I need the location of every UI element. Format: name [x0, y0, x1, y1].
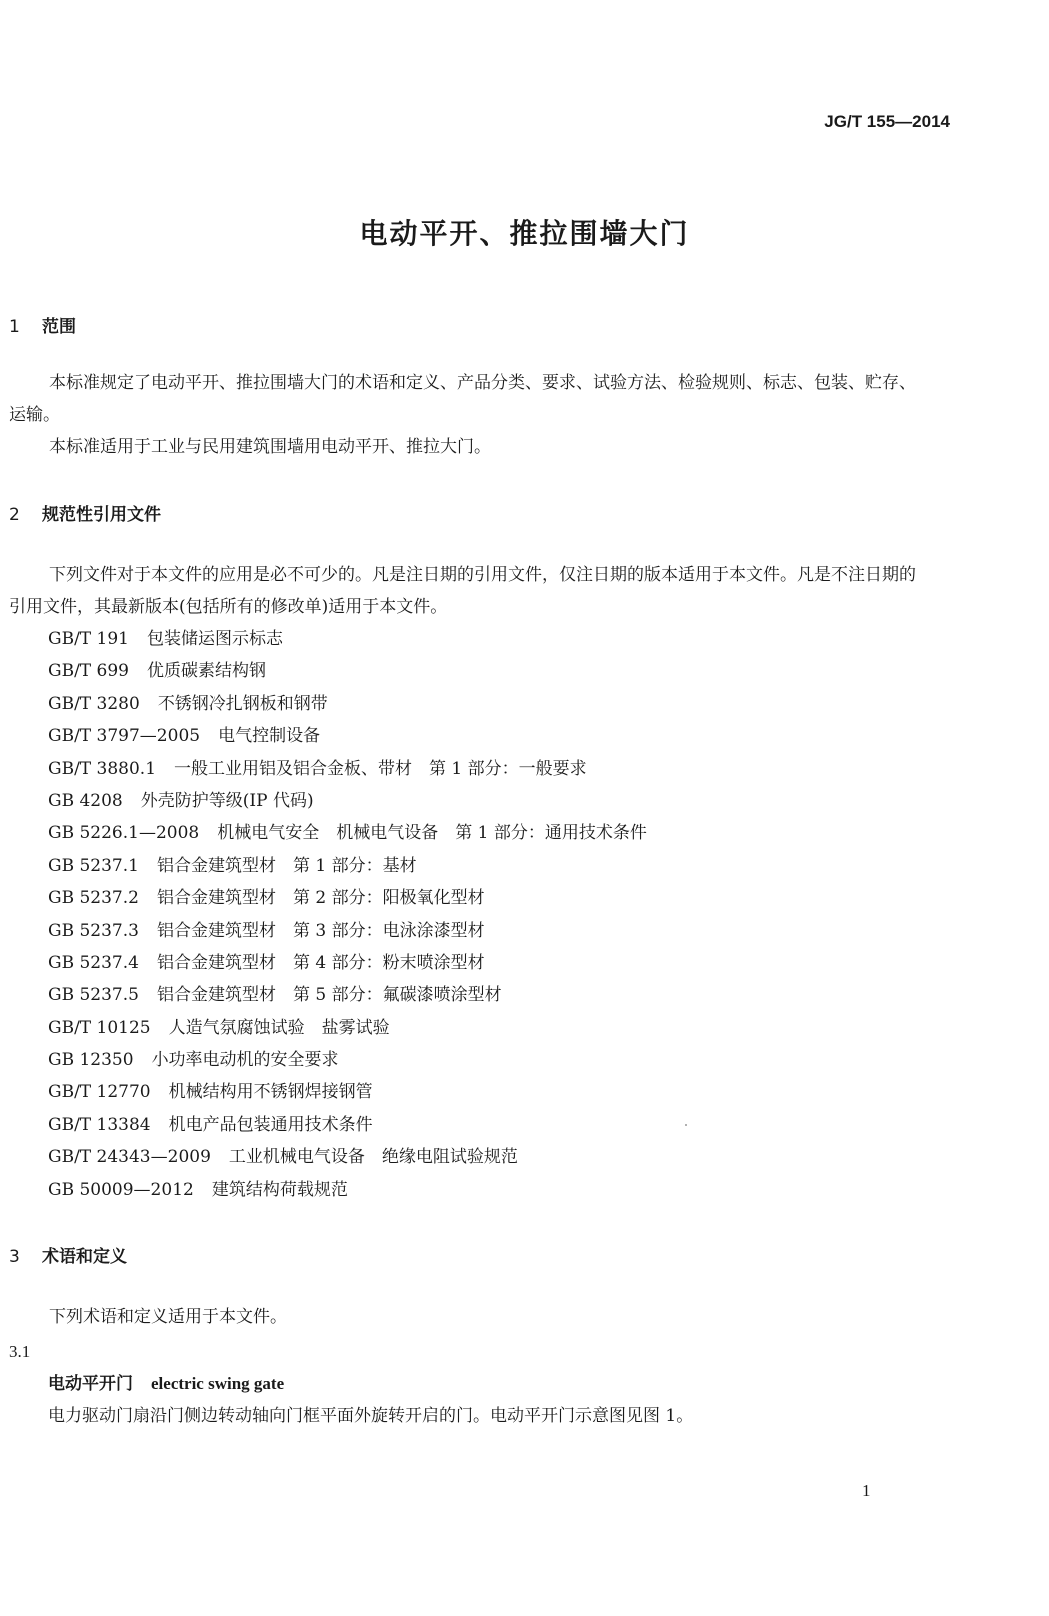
reference-title: 小功率电动机的安全要求	[151, 1050, 339, 1071]
reference-code: GB/T 191	[48, 629, 129, 649]
reference-title: 一般工业用铝及铝合金板、带材 第 1 部分：一般要求	[174, 758, 587, 779]
reference-title: 铝合金建筑型材 第 4 部分：粉末喷涂型材	[156, 952, 485, 973]
section-number: 1	[9, 317, 20, 337]
term-heading	[48, 1369, 284, 1394]
list-item	[48, 1044, 647, 1076]
reference-code: GB/T 10125	[48, 1017, 151, 1038]
reference-list	[48, 623, 647, 1206]
reference-title: 不锈钢冷扎钢板和钢带	[157, 693, 328, 714]
reference-title: 优质碳素结构钢	[147, 661, 266, 682]
terms-intro-text: 下列术语和定义适用于本文件。	[49, 1307, 287, 1327]
reference-title: 铝合金建筑型材 第 1 部分：基材	[156, 855, 417, 876]
list-item	[48, 1174, 647, 1206]
reference-code: GB/T 3880.1	[48, 758, 157, 779]
list-item	[48, 753, 647, 785]
standard-number: JG/T 155—2014	[824, 112, 950, 131]
scope-body	[9, 367, 929, 463]
term-chinese: 电动平开门	[48, 1374, 133, 1394]
scope-paragraph: 本标准规定了电动平开、推拉围墙大门的术语和定义、产品分类、要求、试验方法、检验规则、标志、包装、贮存、运输。	[9, 373, 916, 425]
list-item	[48, 947, 647, 979]
list-item	[48, 623, 647, 655]
terms-intro	[9, 1301, 929, 1333]
reference-code: GB/T 13384	[48, 1114, 151, 1135]
reference-title: 包装储运图示标志	[147, 629, 283, 649]
section-number: 3	[9, 1247, 20, 1267]
reference-code: GB 5226.1—2008	[48, 823, 200, 844]
list-item	[48, 817, 647, 849]
references-intro-text: 下列文件对于本文件的应用是必不可少的。凡是注日期的引用文件，仅注日期的版本适用于本文件。凡是不注日期的引用文件，其最新版本(包括所有的修改单)适用于本文件。	[9, 565, 916, 617]
list-item	[48, 850, 647, 882]
list-item	[48, 1141, 647, 1173]
section-title: 范围	[42, 317, 76, 337]
section-3-heading	[9, 1242, 127, 1267]
reference-title: 人造气氛腐蚀试验 盐雾试验	[168, 1017, 390, 1038]
section-1-heading	[9, 312, 76, 337]
list-item	[48, 655, 647, 687]
term-definition: 电力驱动门扇沿门侧边转动轴向门框平面外旋转开启的门。电动平开门示意图见图 1。	[48, 1406, 694, 1426]
section-2-heading	[9, 500, 161, 525]
reference-code: GB 5237.4	[48, 952, 139, 973]
reference-title: 机械结构用不锈钢焊接钢管	[168, 1082, 373, 1103]
reference-code: GB 5237.5	[48, 985, 139, 1006]
reference-title: 机械电气安全 机械电气设备 第 1 部分：通用技术条件	[217, 823, 647, 844]
list-item	[48, 1012, 647, 1044]
reference-code: GB 5237.3	[48, 920, 139, 941]
list-item	[48, 688, 647, 720]
reference-code: GB/T 24343—2009	[48, 1147, 211, 1168]
list-item	[48, 882, 647, 914]
reference-title: 工业机械电气设备 绝缘电阻试验规范	[228, 1147, 518, 1168]
reference-code: GB 5237.2	[48, 888, 139, 909]
reference-title: 机电产品包装通用技术条件	[168, 1114, 373, 1135]
reference-title: 铝合金建筑型材 第 2 部分：阳极氧化型材	[156, 888, 485, 909]
reference-code: GB/T 3280	[48, 693, 140, 714]
scan-speck	[685, 1124, 687, 1126]
section-title: 术语和定义	[42, 1247, 127, 1267]
term-number: 3.1	[9, 1342, 31, 1361]
references-intro	[9, 559, 929, 623]
document-title: 电动平开、推拉围墙大门	[359, 217, 690, 250]
list-item	[48, 720, 647, 752]
list-item	[48, 915, 647, 947]
reference-title: 外壳防护等级(IP 代码)	[140, 790, 314, 811]
reference-code: GB 12350	[48, 1050, 134, 1071]
reference-title: 电气控制设备	[218, 726, 321, 747]
section-title: 规范性引用文件	[42, 505, 161, 525]
reference-title: 铝合金建筑型材 第 5 部分：氟碳漆喷涂型材	[156, 985, 502, 1006]
reference-code: GB/T 12770	[48, 1082, 151, 1103]
section-number: 2	[9, 505, 20, 525]
list-item	[48, 1076, 647, 1108]
list-item	[48, 979, 647, 1011]
reference-code: GB 4208	[48, 790, 123, 811]
term-english: electric swing gate	[151, 1374, 285, 1393]
reference-code: GB/T 699	[48, 661, 129, 682]
reference-title: 建筑结构荷载规范	[211, 1179, 348, 1200]
reference-code: GB 50009—2012	[48, 1179, 194, 1200]
page-number: 1	[862, 1481, 871, 1500]
reference-title: 铝合金建筑型材 第 3 部分：电泳涂漆型材	[156, 920, 485, 941]
reference-code: GB/T 3797—2005	[48, 726, 201, 747]
list-item	[48, 785, 647, 817]
list-item	[48, 1109, 647, 1141]
scope-paragraph: 本标准适用于工业与民用建筑围墙用电动平开、推拉大门。	[49, 437, 491, 457]
reference-code: GB 5237.1	[48, 855, 139, 876]
